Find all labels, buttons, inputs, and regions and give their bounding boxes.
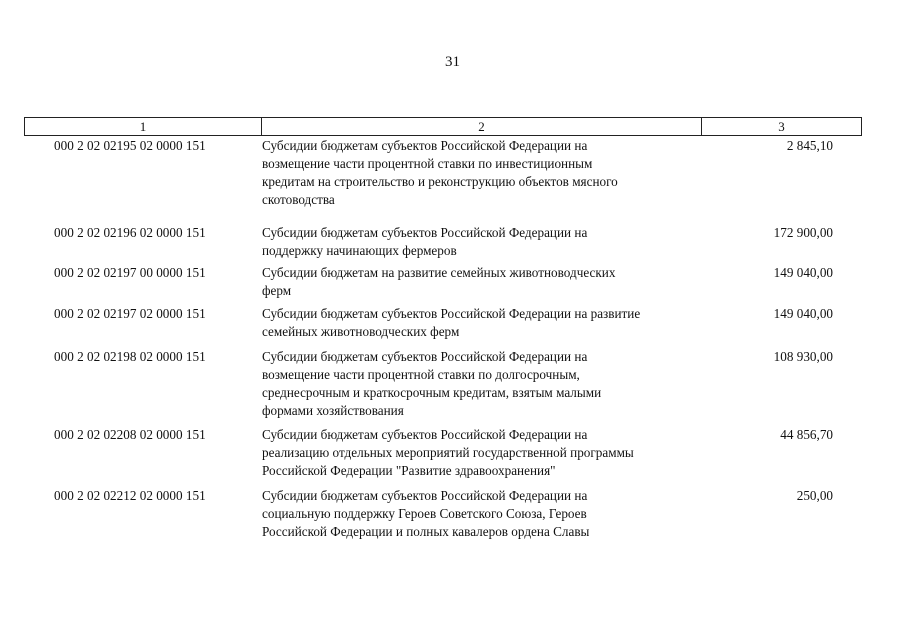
row-description-line: Субсидии бюджетам субъектов Российской Федерации на xyxy=(262,427,588,442)
row-description xyxy=(262,137,717,209)
row-amount: 149 040,00 xyxy=(773,306,833,321)
row-amount: 44 856,70 xyxy=(780,427,833,442)
row-description-line: поддержку начинающих фермеров xyxy=(262,243,457,258)
row-code: 000 2 02 02198 02 0000 151 xyxy=(54,349,206,364)
table-header xyxy=(24,117,862,136)
row-description-line: скотоводства xyxy=(262,192,335,207)
header-col-3: 3 xyxy=(778,119,785,134)
header-col-2: 2 xyxy=(262,118,702,135)
row-description-line: Субсидии бюджетам на развитие семейных животноводческих xyxy=(262,265,616,280)
row-description-line: ферм xyxy=(262,283,292,298)
row-code: 000 2 02 02197 02 0000 151 xyxy=(54,306,206,321)
row-description xyxy=(262,487,717,541)
row-description-line: возмещение части процентной ставки по долгосрочным, xyxy=(262,367,580,382)
row-description-line: Российской Федерации "Развитие здравоохранения" xyxy=(262,463,556,478)
row-description-line: социальную поддержку Героев Советского Союза, Героев xyxy=(262,506,587,521)
header-col-1: 1 xyxy=(25,118,262,135)
row-description-line: кредитам на строительство и реконструкцию объектов мясного xyxy=(262,174,618,189)
row-code: 000 2 02 02197 00 0000 151 xyxy=(54,265,206,280)
row-amount: 172 900,00 xyxy=(773,225,833,240)
row-description-line: Субсидии бюджетам субъектов Российской Федерации на xyxy=(262,138,588,153)
row-description xyxy=(262,426,717,480)
row-description-line: семейных животноводческих ферм xyxy=(262,324,460,339)
row-description xyxy=(262,224,717,260)
row-code: 000 2 02 02196 02 0000 151 xyxy=(54,225,206,240)
row-amount: 108 930,00 xyxy=(773,349,833,364)
row-description-line: Субсидии бюджетам субъектов Российской Федерации на xyxy=(262,349,588,364)
page-number: 31 xyxy=(445,54,460,70)
row-description-line: возмещение части процентной ставки по инвестиционным xyxy=(262,156,593,171)
row-code: 000 2 02 02212 02 0000 151 xyxy=(54,488,206,503)
row-description-line: среднесрочным и краткосрочным кредитам, взятым малыми xyxy=(262,385,602,400)
row-description-line: Субсидии бюджетам субъектов Российской Федерации на xyxy=(262,488,588,503)
row-description xyxy=(262,264,717,300)
row-amount: 149 040,00 xyxy=(773,265,833,280)
row-amount: 250,00 xyxy=(796,488,833,503)
row-description-line: реализацию отдельных мероприятий государственной программы xyxy=(262,445,634,460)
row-code: 000 2 02 02195 02 0000 151 xyxy=(54,138,206,153)
row-amount: 2 845,10 xyxy=(786,138,833,153)
row-description-line: формами хозяйствования xyxy=(262,403,404,418)
row-description-line: Российской Федерации и полных кавалеров ордена Славы xyxy=(262,524,590,539)
row-description xyxy=(262,305,717,341)
row-code: 000 2 02 02208 02 0000 151 xyxy=(54,427,206,442)
row-description-line: Субсидии бюджетам субъектов Российской Федерации на xyxy=(262,225,588,240)
row-description-line: Субсидии бюджетам субъектов Российской Федерации на развитие xyxy=(262,306,641,321)
row-description xyxy=(262,348,717,420)
